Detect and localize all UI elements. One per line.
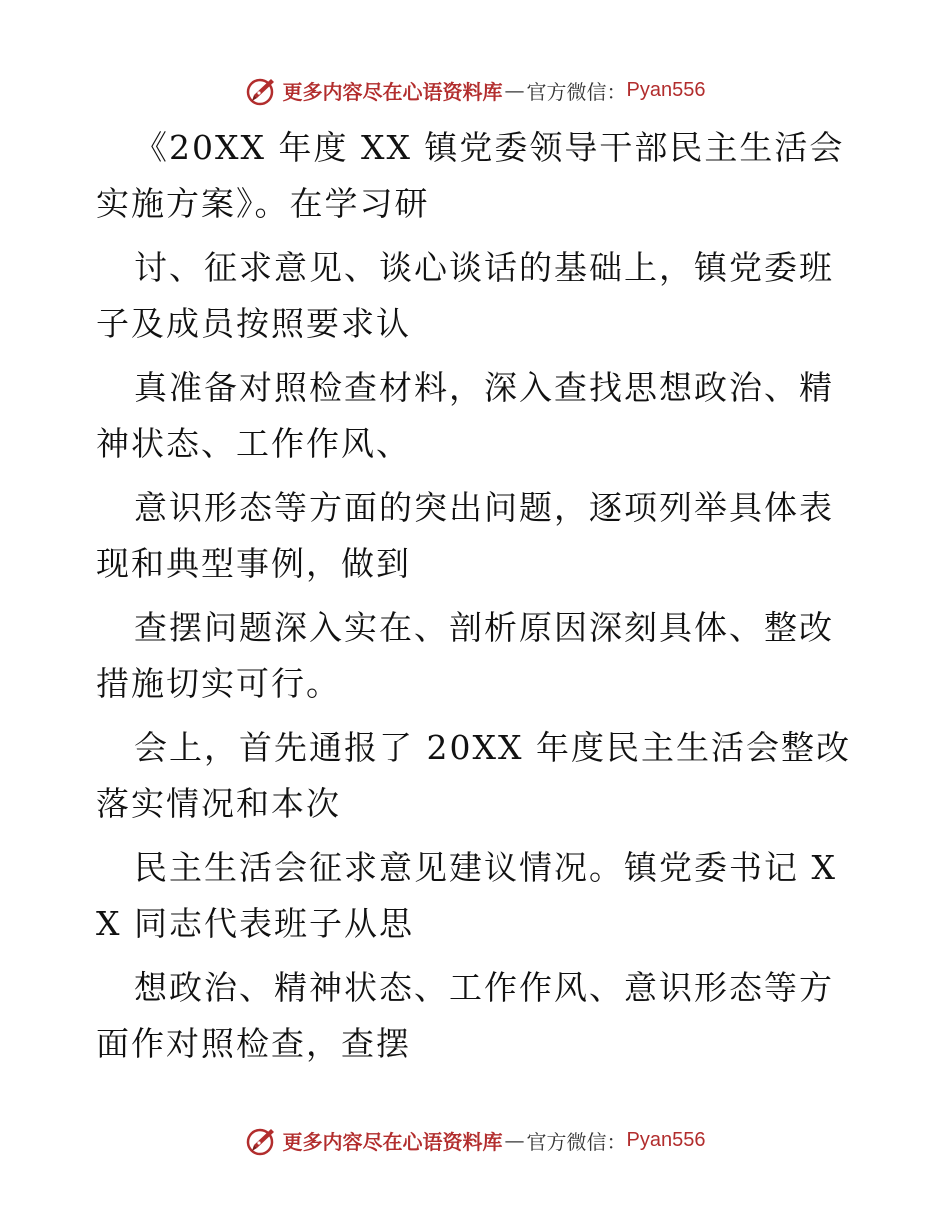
paragraph-1: 《20XX 年度 XX 镇党委领导干部民主生活会实施方案》。在学习研	[96, 128, 845, 223]
paragraph-4: 意识形态等方面的突出问题，逐项列举具体表现和典型事例，做到	[96, 488, 834, 583]
paragraph-6: 会上，首先通报了 20XX 年度民主生活会整改落实情况和本次	[96, 728, 851, 823]
wechat-id: Pyan556	[626, 1128, 706, 1151]
pen-nib-logo-icon	[245, 73, 279, 107]
wechat-label: 官方微信：	[526, 79, 627, 104]
banner-dash: —	[504, 78, 525, 102]
header-banner	[0, 70, 950, 110]
footer-banner	[0, 1120, 950, 1160]
banner-slogan: 更多内容尽在心语资料库	[282, 1129, 503, 1154]
paragraph-2: 讨、征求意见、谈心谈话的基础上，镇党委班子及成员按照要求认	[96, 248, 834, 343]
paragraph-7: 民主生活会征求意见建议情况。镇党委书记 XX 同志代表班子从思	[96, 848, 837, 943]
paragraph-8: 想政治、精神状态、工作作风、意识形态等方面作对照检查，查摆	[96, 968, 834, 1063]
paragraph-3: 真准备对照检查材料，深入查找思想政治、精神状态、工作作风、	[96, 368, 834, 463]
document-body	[96, 120, 856, 1072]
wechat-id: Pyan556	[626, 78, 706, 101]
paragraph-5: 查摆问题深入实在、剖析原因深刻具体、整改措施切实可行。	[96, 608, 834, 703]
wechat-label: 官方微信：	[526, 1129, 627, 1154]
banner-slogan: 更多内容尽在心语资料库	[282, 79, 503, 104]
banner-dash: —	[504, 1128, 525, 1152]
pen-nib-logo-icon	[245, 1123, 279, 1157]
